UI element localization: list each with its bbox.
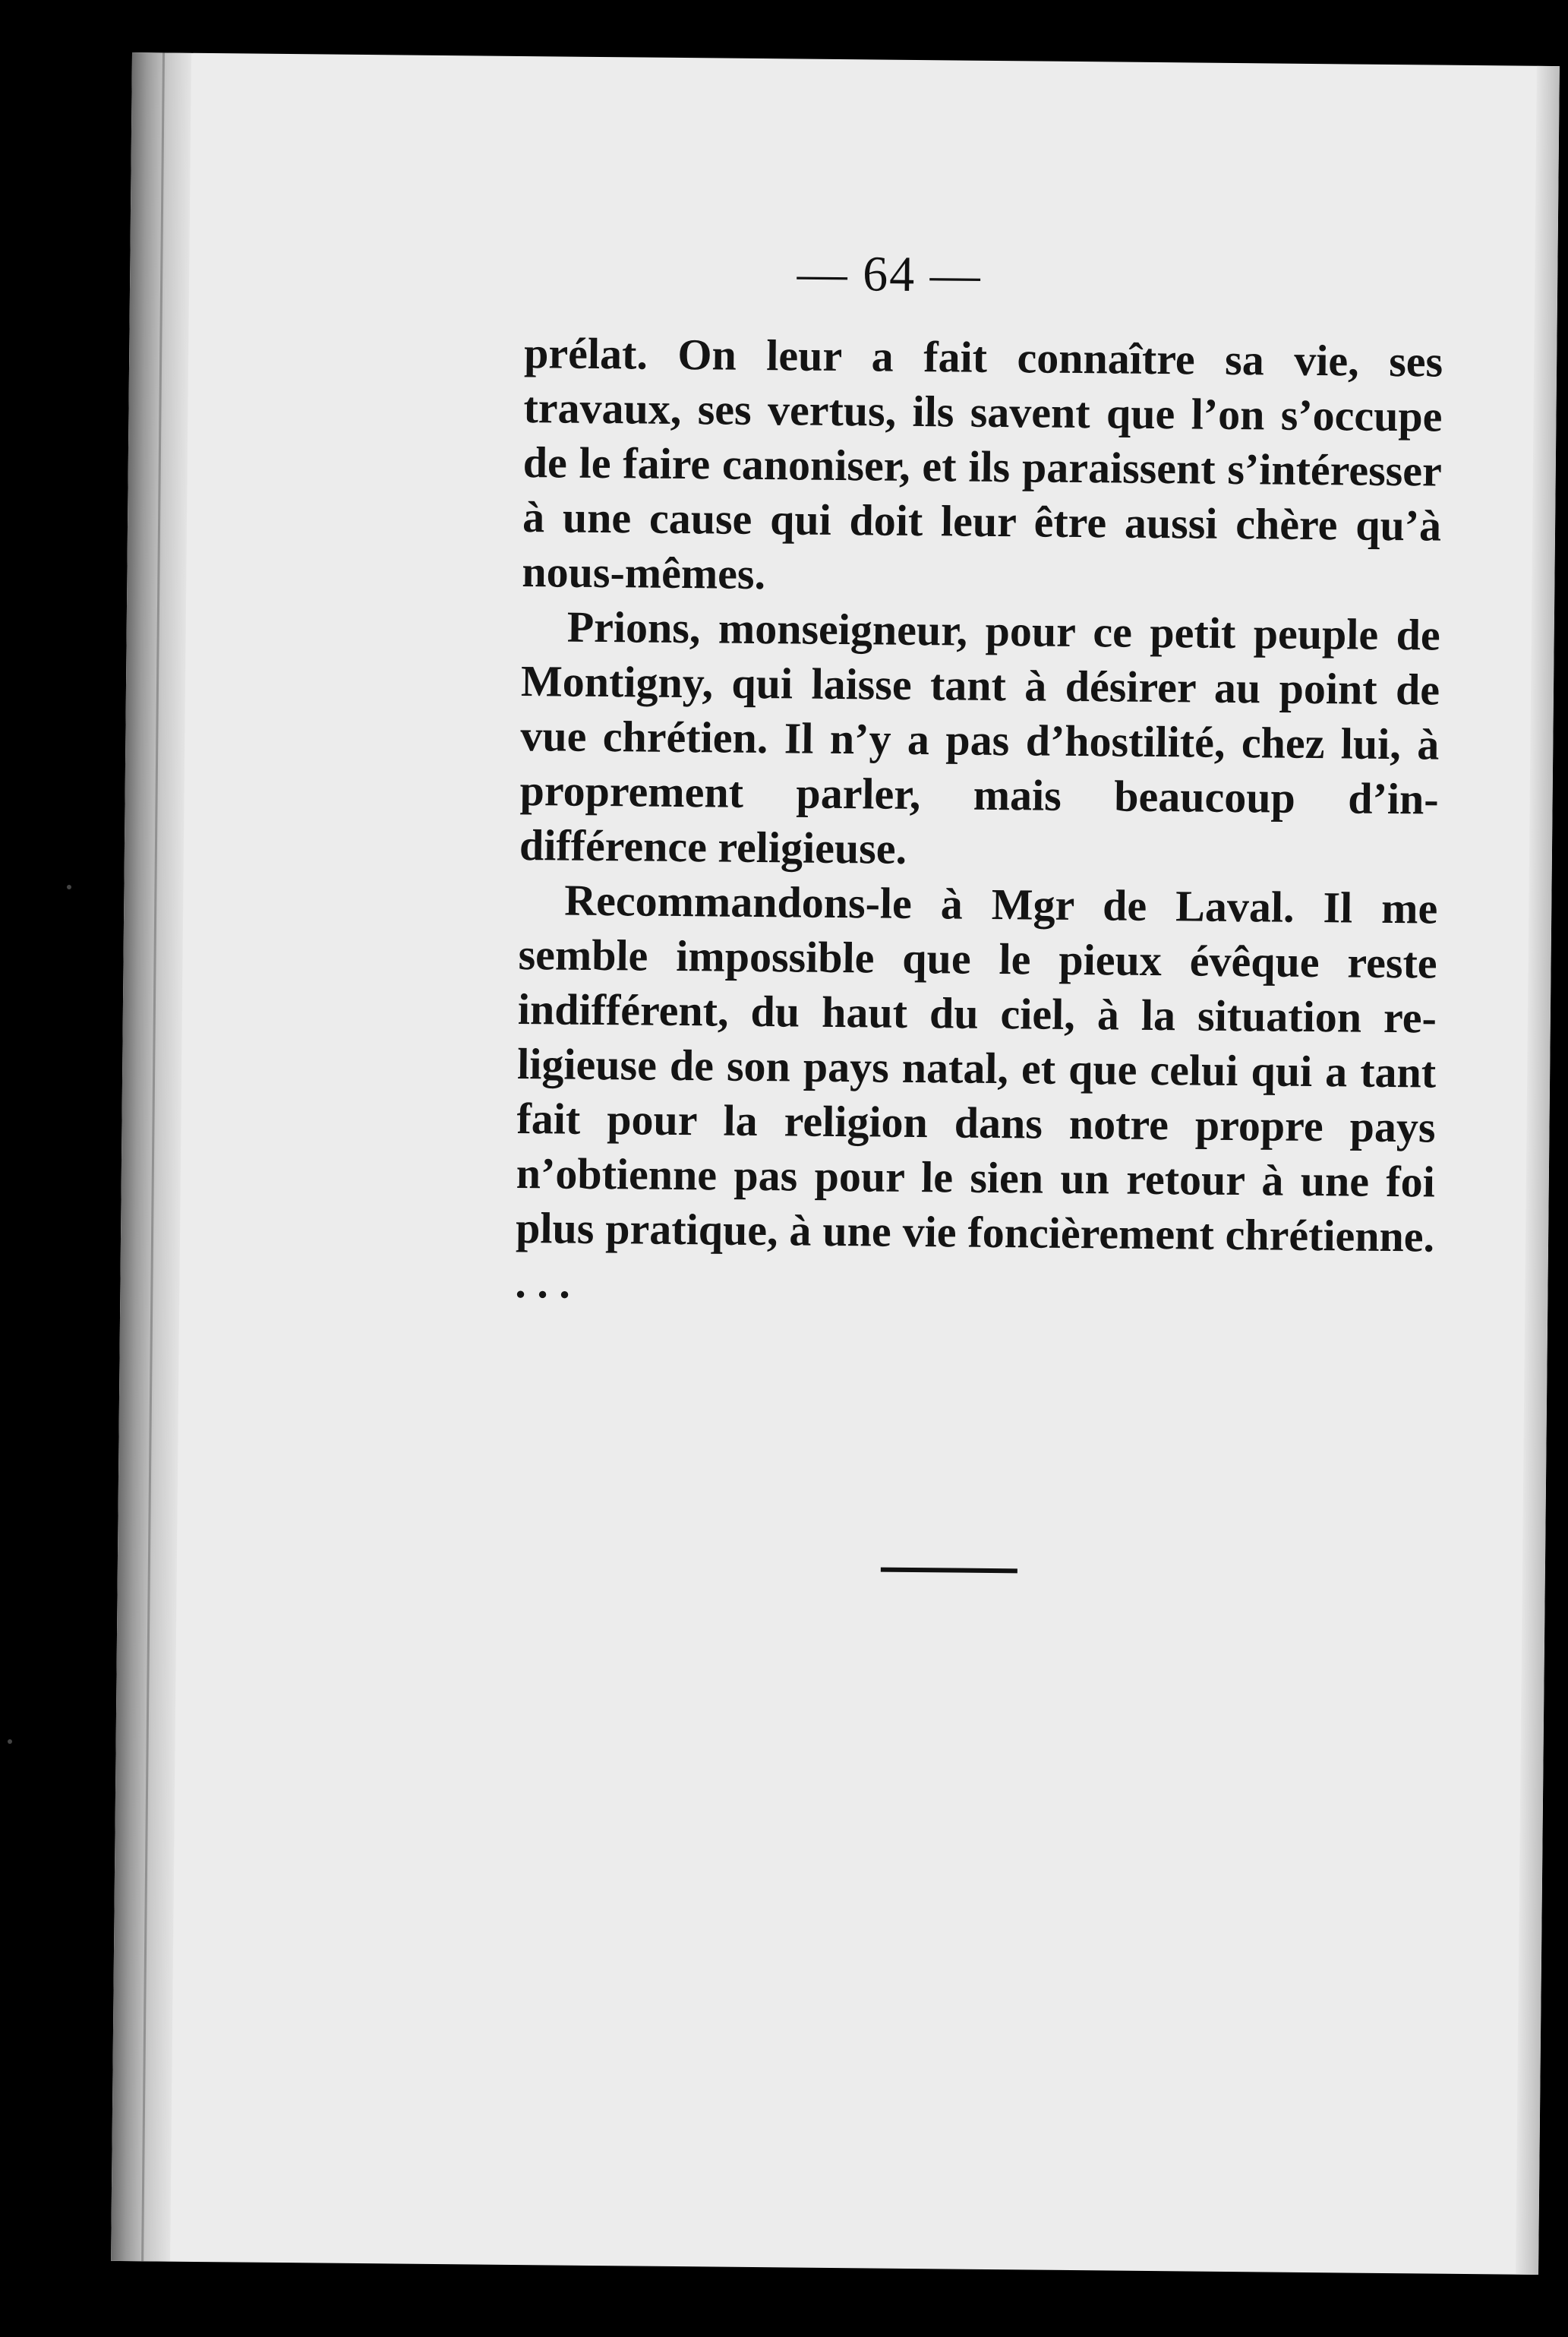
page-edge — [1516, 66, 1560, 2275]
body-text — [515, 326, 1443, 1319]
page-number: — 64 — — [797, 245, 983, 303]
scan-speck — [67, 885, 71, 889]
paragraph-2: Prions, monseigneur, pour ce petit peuple de Montigny, qui laisse tant à désirer au point de vue chrétien. Il n’y a pas d’hostilité, chez lui, à proprement parler, mais beaucoup d’indifférence religieuse. — [519, 602, 1441, 873]
section-end-rule — [881, 1568, 1017, 1574]
paragraph-1: prélat. On leur a fait connaître sa vie, ses travaux, ses vertus, ils savent que l’on s’occupe de le faire canoniser, et ils paraissent s’intéresser à une cause qui doit leur être aussi chère qu’à nous-mêmes. — [522, 328, 1443, 599]
scan-speck — [8, 1739, 12, 1744]
book-page — [111, 52, 1560, 2275]
paragraph-3: Recommandons-le à Mgr de Laval. Il me semble impossible que le pieux évêque reste indifférent, du haut du ciel, à la situation religieuse de son pays natal, et que celui qui a tant fait pour la religion dans notre propre pays n’obtienne pas pour le sien un retour à une foi plus pratique, à une vie foncièrement chrétienne. . . . — [515, 875, 1438, 1308]
binding-shadow — [111, 52, 191, 2262]
